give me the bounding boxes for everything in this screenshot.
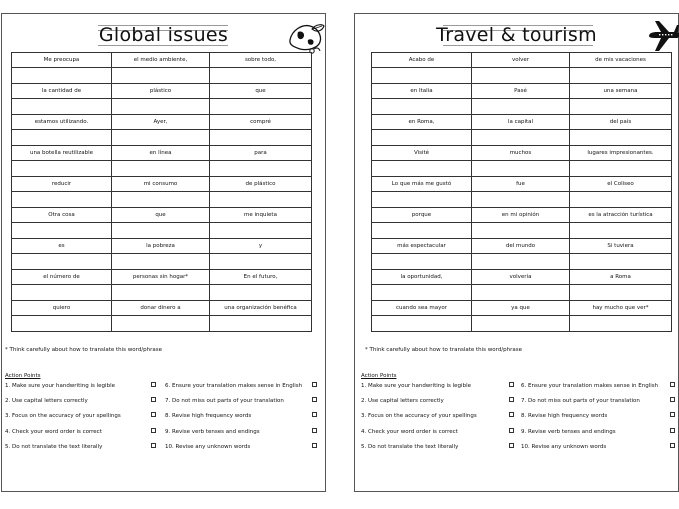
globe-leaf-icon bbox=[286, 20, 326, 54]
answer-cell[interactable] bbox=[12, 161, 112, 177]
action-point: 1. Make sure your handwriting is legible bbox=[361, 383, 471, 389]
table-row bbox=[372, 239, 672, 254]
action-point: 8. Revise high frequency words bbox=[165, 413, 252, 420]
phrase-cell: el Coliseo bbox=[570, 177, 672, 192]
answer-cell[interactable] bbox=[570, 130, 672, 146]
answer-cell[interactable] bbox=[570, 316, 672, 332]
table-row bbox=[12, 177, 312, 192]
checkbox[interactable] bbox=[509, 443, 514, 448]
phrase-cell: en Roma, bbox=[372, 115, 472, 130]
phrase-cell: del mundo bbox=[472, 239, 570, 254]
answer-cell[interactable] bbox=[472, 130, 570, 146]
answer-row bbox=[12, 161, 312, 177]
answer-cell[interactable] bbox=[210, 254, 312, 270]
phrase-cell: es la atracción turística bbox=[570, 208, 672, 223]
checkbox[interactable] bbox=[670, 443, 675, 448]
answer-cell[interactable] bbox=[472, 285, 570, 301]
answer-cell[interactable] bbox=[372, 254, 472, 270]
answer-row bbox=[372, 99, 672, 115]
answer-cell[interactable] bbox=[12, 99, 112, 115]
phrase-cell: quiero bbox=[12, 301, 112, 316]
answer-cell[interactable] bbox=[570, 285, 672, 301]
checkbox[interactable] bbox=[151, 382, 156, 387]
airplane-icon bbox=[647, 20, 679, 54]
answer-cell[interactable] bbox=[12, 254, 112, 270]
action-point-row bbox=[361, 413, 679, 428]
phrase-cell: la capital bbox=[472, 115, 570, 130]
phrase-cell: sobre todo, bbox=[210, 53, 312, 68]
phrase-cell: para bbox=[210, 146, 312, 161]
answer-cell[interactable] bbox=[112, 316, 210, 332]
checkbox[interactable] bbox=[312, 412, 317, 417]
action-point-row bbox=[361, 383, 679, 398]
action-point: 2. Use capital letters correctly bbox=[5, 398, 88, 405]
answer-cell[interactable] bbox=[372, 285, 472, 301]
answer-cell[interactable] bbox=[12, 285, 112, 301]
checkbox[interactable] bbox=[509, 412, 514, 417]
answer-cell[interactable] bbox=[210, 99, 312, 115]
action-points-list bbox=[361, 383, 679, 459]
action-point: 6. Ensure your translation makes sense in English bbox=[165, 383, 303, 389]
table-row bbox=[12, 208, 312, 223]
checkbox[interactable] bbox=[312, 397, 317, 402]
page-title: Global issues bbox=[98, 24, 229, 46]
checkbox[interactable] bbox=[151, 412, 156, 417]
translation-table bbox=[371, 52, 672, 332]
action-point: 9. Revise verb tenses and endings bbox=[165, 428, 260, 435]
phrase-cell: personas sin hogar* bbox=[112, 270, 210, 285]
worksheet-global-issues bbox=[1, 13, 326, 492]
checkbox[interactable] bbox=[670, 428, 675, 433]
phrase-cell: es bbox=[12, 239, 112, 254]
table-row bbox=[12, 146, 312, 161]
phrase-cell: de mis vacaciones bbox=[570, 53, 672, 68]
phrase-cell: la cantidad de bbox=[12, 84, 112, 99]
translation-note: * Think carefully about how to translate this word/phrase bbox=[5, 347, 163, 353]
phrase-cell: Me preocupa bbox=[12, 53, 112, 68]
phrase-cell: Visité bbox=[372, 146, 472, 161]
table-row bbox=[372, 146, 672, 161]
worksheet-travel-tourism bbox=[354, 13, 679, 492]
phrase-cell: porque bbox=[372, 208, 472, 223]
action-points-heading: Action Points bbox=[361, 373, 397, 379]
table-row bbox=[372, 177, 672, 192]
answer-cell[interactable] bbox=[210, 192, 312, 208]
phrase-cell: plástico bbox=[112, 84, 210, 99]
answer-cell[interactable] bbox=[210, 223, 312, 239]
action-point: 4. Check your word order is correct bbox=[361, 428, 458, 435]
action-point-row bbox=[5, 398, 323, 413]
table-row bbox=[372, 115, 672, 130]
phrase-cell: Si tuviera bbox=[570, 239, 672, 254]
answer-cell[interactable] bbox=[12, 130, 112, 146]
answer-cell[interactable] bbox=[12, 223, 112, 239]
answer-cell[interactable] bbox=[372, 161, 472, 177]
action-point-row bbox=[361, 444, 679, 459]
phrase-cell: reducir bbox=[12, 177, 112, 192]
answer-cell[interactable] bbox=[112, 254, 210, 270]
phrase-cell: Lo que más me gustó bbox=[372, 177, 472, 192]
answer-row bbox=[372, 254, 672, 270]
answer-row bbox=[12, 130, 312, 146]
action-point: 7. Do not miss out parts of your translation bbox=[165, 398, 284, 405]
phrase-cell: más espectacular bbox=[372, 239, 472, 254]
checkbox[interactable] bbox=[670, 382, 675, 387]
answer-row bbox=[372, 192, 672, 208]
table-row bbox=[12, 84, 312, 99]
phrase-cell: el medio ambiente, bbox=[112, 53, 210, 68]
translation-note: * Think carefully about how to translate this word/phrase bbox=[365, 347, 523, 353]
answer-cell[interactable] bbox=[472, 192, 570, 208]
phrase-cell: una botella reutilizable bbox=[12, 146, 112, 161]
action-point: 2. Use capital letters correctly bbox=[361, 398, 444, 405]
answer-cell[interactable] bbox=[210, 68, 312, 84]
answer-cell[interactable] bbox=[210, 161, 312, 177]
answer-cell[interactable] bbox=[570, 254, 672, 270]
answer-row bbox=[372, 68, 672, 84]
phrase-cell: en línea bbox=[112, 146, 210, 161]
answer-cell[interactable] bbox=[570, 161, 672, 177]
checkbox[interactable] bbox=[151, 428, 156, 433]
checkbox[interactable] bbox=[670, 412, 675, 417]
table-row bbox=[12, 239, 312, 254]
answer-row bbox=[12, 223, 312, 239]
phrase-cell: estamos utilizando. bbox=[12, 115, 112, 130]
answer-cell[interactable] bbox=[112, 161, 210, 177]
action-point: 5. Do not translate the text literally bbox=[5, 443, 103, 450]
phrase-cell: volver bbox=[472, 53, 570, 68]
phrase-cell: una organización benéfica bbox=[210, 301, 312, 316]
action-point-row bbox=[5, 413, 323, 428]
phrase-cell: lugares impresionantes. bbox=[570, 146, 672, 161]
translation-table bbox=[11, 52, 312, 332]
phrase-cell: en Italia bbox=[372, 84, 472, 99]
checkbox[interactable] bbox=[509, 382, 514, 387]
answer-cell[interactable] bbox=[112, 223, 210, 239]
answer-cell[interactable] bbox=[210, 130, 312, 146]
action-point: 6. Ensure your translation makes sense in English bbox=[521, 383, 659, 389]
answer-row bbox=[12, 316, 312, 332]
table-row bbox=[12, 53, 312, 68]
answer-cell[interactable] bbox=[472, 223, 570, 239]
action-point: 8. Revise high frequency words bbox=[521, 413, 608, 420]
answer-cell[interactable] bbox=[112, 285, 210, 301]
answer-cell[interactable] bbox=[472, 254, 570, 270]
answer-cell[interactable] bbox=[12, 68, 112, 84]
phrase-cell: que bbox=[210, 84, 312, 99]
phrase-cell: el número de bbox=[12, 270, 112, 285]
answer-cell[interactable] bbox=[472, 99, 570, 115]
answer-row bbox=[12, 192, 312, 208]
answer-row bbox=[372, 223, 672, 239]
answer-row bbox=[372, 316, 672, 332]
checkbox[interactable] bbox=[312, 428, 317, 433]
phrase-cell: a Roma bbox=[570, 270, 672, 285]
answer-cell[interactable] bbox=[472, 316, 570, 332]
answer-cell[interactable] bbox=[12, 316, 112, 332]
phrase-cell: mi consumo bbox=[112, 177, 210, 192]
answer-cell[interactable] bbox=[112, 68, 210, 84]
answer-cell[interactable] bbox=[372, 192, 472, 208]
action-point: 3. Focus on the accuracy of your spellings bbox=[5, 413, 121, 420]
table-row bbox=[372, 270, 672, 285]
phrase-cell: una semana bbox=[570, 84, 672, 99]
answer-cell[interactable] bbox=[372, 223, 472, 239]
phrase-cell: Ayer, bbox=[112, 115, 210, 130]
answer-row bbox=[12, 285, 312, 301]
action-point-row bbox=[5, 444, 323, 459]
phrase-cell: donar dinero a bbox=[112, 301, 210, 316]
page-title: Travel & tourism bbox=[436, 24, 597, 46]
checkbox[interactable] bbox=[509, 397, 514, 402]
action-point: 10. Revise any unknown words bbox=[521, 443, 607, 450]
action-point: 1. Make sure your handwriting is legible bbox=[5, 383, 115, 389]
answer-row bbox=[12, 99, 312, 115]
phrase-cell: En el futuro, bbox=[210, 270, 312, 285]
action-point: 7. Do not miss out parts of your translation bbox=[521, 398, 640, 405]
answer-cell[interactable] bbox=[570, 192, 672, 208]
phrase-cell: y bbox=[210, 239, 312, 254]
answer-cell[interactable] bbox=[210, 285, 312, 301]
checkbox[interactable] bbox=[151, 397, 156, 402]
action-point: 10. Revise any unknown words bbox=[165, 443, 251, 450]
checkbox[interactable] bbox=[312, 382, 317, 387]
action-point: 3. Focus on the accuracy of your spellings bbox=[361, 413, 477, 420]
checkbox[interactable] bbox=[670, 397, 675, 402]
answer-cell[interactable] bbox=[472, 161, 570, 177]
table-row bbox=[12, 270, 312, 285]
answer-cell[interactable] bbox=[112, 130, 210, 146]
checkbox[interactable] bbox=[312, 443, 317, 448]
answer-cell[interactable] bbox=[570, 99, 672, 115]
table-row bbox=[12, 115, 312, 130]
action-point: 5. Do not translate the text literally bbox=[361, 443, 459, 450]
answer-row bbox=[12, 254, 312, 270]
phrase-cell: Acabo de bbox=[372, 53, 472, 68]
phrase-cell: del país bbox=[570, 115, 672, 130]
phrase-cell: la oportunidad, bbox=[372, 270, 472, 285]
action-points-list bbox=[5, 383, 323, 459]
answer-row bbox=[12, 68, 312, 84]
title-area bbox=[355, 18, 678, 54]
answer-cell[interactable] bbox=[472, 68, 570, 84]
phrase-cell: cuando sea mayor bbox=[372, 301, 472, 316]
answer-row bbox=[372, 161, 672, 177]
answer-cell[interactable] bbox=[112, 192, 210, 208]
answer-cell[interactable] bbox=[372, 130, 472, 146]
action-point-row bbox=[5, 429, 323, 444]
action-points-heading: Action Points bbox=[5, 373, 41, 379]
table-row bbox=[12, 301, 312, 316]
answer-cell[interactable] bbox=[570, 68, 672, 84]
phrase-cell: hay mucho que ver* bbox=[570, 301, 672, 316]
title-area bbox=[2, 18, 325, 54]
checkbox[interactable] bbox=[151, 443, 156, 448]
phrase-cell: que bbox=[112, 208, 210, 223]
answer-row bbox=[372, 130, 672, 146]
phrase-cell: en mi opinión bbox=[472, 208, 570, 223]
answer-cell[interactable] bbox=[210, 316, 312, 332]
phrase-cell: fue bbox=[472, 177, 570, 192]
table-row bbox=[372, 301, 672, 316]
answer-cell[interactable] bbox=[372, 99, 472, 115]
checkbox[interactable] bbox=[509, 428, 514, 433]
phrase-cell: compré bbox=[210, 115, 312, 130]
action-point-row bbox=[5, 383, 323, 398]
action-point: 4. Check your word order is correct bbox=[5, 428, 102, 435]
table-row bbox=[372, 84, 672, 99]
answer-row bbox=[372, 285, 672, 301]
table-row bbox=[372, 208, 672, 223]
phrase-cell: me inquieta bbox=[210, 208, 312, 223]
table-row bbox=[372, 53, 672, 68]
answer-cell[interactable] bbox=[372, 68, 472, 84]
phrase-cell: ya que bbox=[472, 301, 570, 316]
phrase-cell: Pasé bbox=[472, 84, 570, 99]
action-point-row bbox=[361, 429, 679, 444]
action-point-row bbox=[361, 398, 679, 413]
phrase-cell: volvería bbox=[472, 270, 570, 285]
action-point: 9. Revise verb tenses and endings bbox=[521, 428, 616, 435]
answer-cell[interactable] bbox=[570, 223, 672, 239]
phrase-cell: Otra cosa bbox=[12, 208, 112, 223]
answer-cell[interactable] bbox=[12, 192, 112, 208]
phrase-cell: de plástico bbox=[210, 177, 312, 192]
phrase-cell: muchos bbox=[472, 146, 570, 161]
answer-cell[interactable] bbox=[372, 316, 472, 332]
phrase-cell: la pobreza bbox=[112, 239, 210, 254]
answer-cell[interactable] bbox=[112, 99, 210, 115]
